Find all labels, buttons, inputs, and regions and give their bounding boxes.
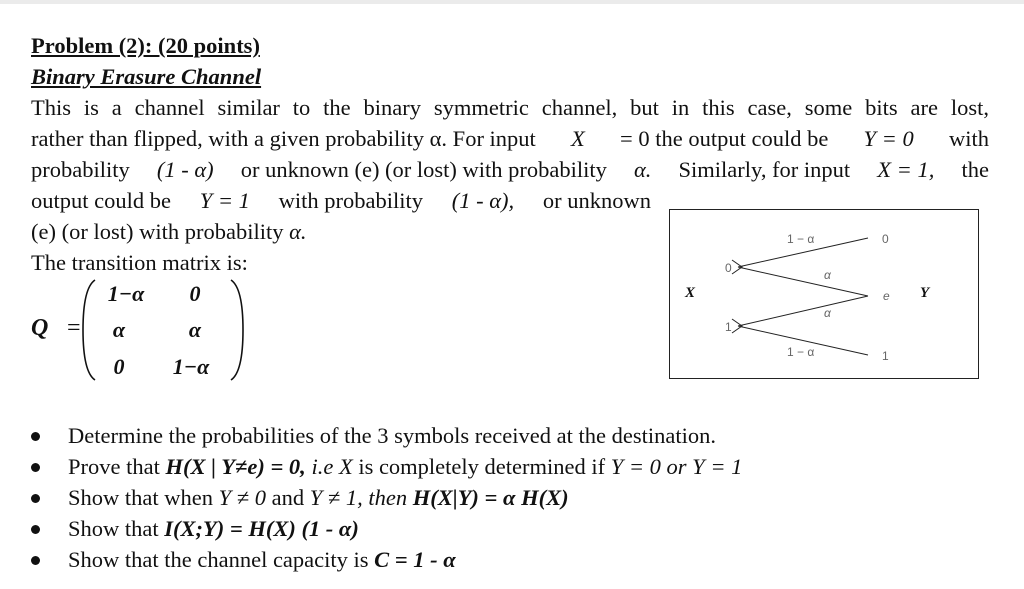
text: Prove that [68, 454, 160, 479]
diagram-top-prob: 1 − α [787, 232, 815, 246]
paragraph-line-3 [31, 154, 989, 185]
math: X [338, 454, 353, 479]
edge-1-to-e [738, 296, 868, 326]
math: (1 - α), [451, 188, 515, 213]
word: a [111, 95, 122, 120]
math: Y ≠ 1, then [309, 485, 408, 510]
matrix-cell: α [112, 317, 126, 342]
diagram-mid-prob-lower: α [824, 306, 831, 320]
matrix-cell: 0 [113, 354, 125, 379]
word: this [702, 95, 735, 120]
text: with [948, 126, 989, 151]
math: H(X | Y≠e) = 0, [165, 454, 306, 479]
math: X [571, 126, 585, 151]
word: case, [747, 95, 792, 120]
word: bits [865, 95, 898, 120]
word: symmetric [433, 95, 529, 120]
word: the [323, 95, 351, 120]
diagram-out0: 0 [882, 232, 889, 246]
matrix-cell: α [188, 317, 202, 342]
matrix-label: Q [31, 315, 49, 341]
word: channel [134, 95, 205, 120]
paragraph-line-2 [31, 123, 989, 154]
text: Show that when [68, 485, 213, 510]
matrix-cell: 0 [189, 281, 201, 306]
bullet-text [68, 451, 742, 482]
word: is [83, 95, 99, 120]
text: or unknown [542, 188, 651, 213]
word: but [630, 95, 659, 120]
text: and [271, 485, 305, 510]
problem-heading: Problem (2): (20 points) [31, 33, 260, 58]
text: probability [31, 157, 130, 182]
text: Show that the channel capacity is [68, 547, 369, 572]
text: output could be [31, 188, 171, 213]
input-1-marker [732, 319, 742, 333]
bullet-text: Determine the probabilities of the 3 symbols received at the destination. [68, 423, 716, 448]
word: some [804, 95, 853, 120]
word: to [292, 95, 311, 120]
text: with probability [278, 188, 423, 213]
matrix-cell: 1−α [172, 354, 210, 379]
text: or unknown (e) (or lost) with probability [240, 157, 607, 182]
math: X = 1, [877, 157, 935, 182]
diagram-oute: e [883, 289, 890, 303]
diagram-in1: 1 [725, 320, 732, 334]
channel-diagram [669, 209, 979, 379]
text: (e) (or lost) with probability [31, 219, 284, 244]
diagram-input-label: X [685, 285, 696, 301]
diagram-in0: 0 [725, 261, 732, 275]
text: the [961, 157, 989, 182]
word: in [671, 95, 690, 120]
transition-matrix [31, 276, 246, 386]
bullet-icon [31, 556, 40, 565]
math: I(X;Y) = H(X) (1 - α) [164, 516, 359, 541]
diagram-out1: 1 [882, 349, 889, 363]
math: Y ≠ 0 [218, 485, 266, 510]
word: lost, [950, 95, 989, 120]
text: rather than flipped, with a given probability α. For input [31, 126, 536, 151]
text: is completely determined if [358, 454, 606, 479]
bullet-icon [31, 432, 40, 441]
bullet-icon [31, 525, 40, 534]
word: channel, [541, 95, 618, 120]
text: i.e [311, 454, 334, 479]
text: = 0 the output could be [620, 126, 829, 151]
bullet-text [68, 482, 569, 513]
problem-subheading: Binary Erasure Channel [31, 64, 262, 89]
paragraph-line-1 [31, 92, 989, 123]
input-0-marker [732, 260, 742, 274]
matrix-equals: = [67, 315, 81, 341]
math: α. [289, 219, 307, 244]
diagram-mid-prob-upper: α [824, 268, 831, 282]
edge-0-to-e [738, 267, 868, 296]
bullet-text [68, 544, 456, 575]
matrix-cell: 1−α [107, 281, 145, 306]
math: Y = 0 or Y = 1 [610, 454, 743, 479]
channel-diagram-svg [670, 210, 980, 380]
word: similar [217, 95, 280, 120]
paragraph-line-4 [31, 185, 651, 216]
word: binary [363, 95, 422, 120]
paragraph-line-6: The transition matrix is: [31, 250, 248, 275]
word: This [31, 95, 72, 120]
diagram-bottom-prob: 1 − α [787, 345, 815, 359]
math: Y = 0 [863, 126, 914, 151]
bullet-icon [31, 463, 40, 472]
text: Show that [68, 516, 159, 541]
math: (1 - α) [156, 157, 214, 182]
diagram-output-label: Y [920, 285, 930, 301]
word: are [910, 95, 938, 120]
top-divider [0, 0, 1024, 4]
math: C = 1 - α [374, 547, 456, 572]
bullet-icon [31, 494, 40, 503]
math: α. [634, 157, 652, 182]
math: H(X|Y) = α H(X) [412, 485, 569, 510]
bullet-text [68, 513, 359, 544]
text: Similarly, for input [678, 157, 851, 182]
math: Y = 1 [199, 188, 250, 213]
